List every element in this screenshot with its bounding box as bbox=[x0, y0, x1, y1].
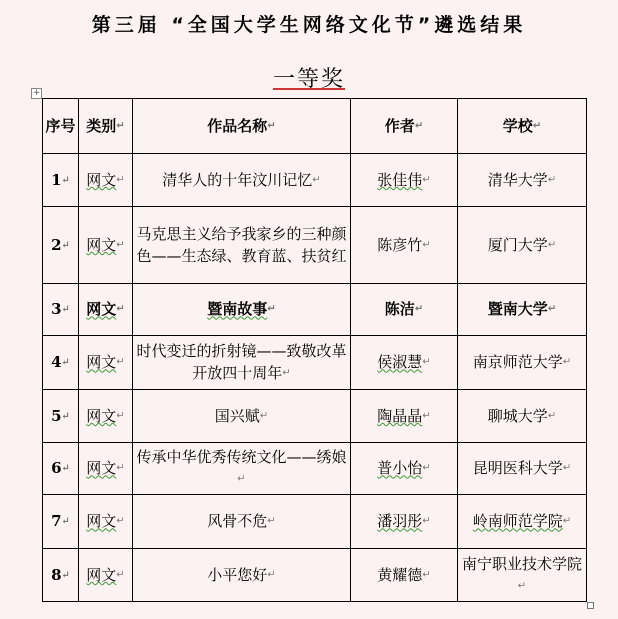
table-row bbox=[43, 495, 587, 549]
cell-no: 4↵ bbox=[43, 336, 79, 390]
cell-work: 国兴赋↵ bbox=[133, 390, 351, 443]
cell-work: 小平您好↵ bbox=[133, 549, 351, 602]
table-row bbox=[43, 336, 587, 390]
cell-no: 7↵ bbox=[43, 495, 79, 549]
header-no: 序号 bbox=[43, 99, 79, 154]
cell-work: 时代变迁的折射镜——致敬改革开放四十周年↵ bbox=[133, 336, 351, 390]
header-school: 学校↵ bbox=[458, 99, 587, 154]
cell-work: 风骨不危↵ bbox=[133, 495, 351, 549]
cell-category: 网文↵ bbox=[79, 154, 133, 207]
cell-no: 6↵ bbox=[43, 443, 79, 495]
table-row bbox=[43, 549, 587, 602]
table-row bbox=[43, 207, 587, 284]
cell-category: 网文↵ bbox=[79, 284, 133, 336]
table-row bbox=[43, 154, 587, 207]
cell-author: 黄耀德↵ bbox=[351, 549, 458, 602]
cell-school: 清华大学↵ bbox=[458, 154, 587, 207]
cell-no: 8↵ bbox=[43, 549, 79, 602]
cell-author: 陶晶晶↵ bbox=[351, 390, 458, 443]
table-row bbox=[43, 390, 587, 443]
cell-no: 5↵ bbox=[43, 390, 79, 443]
cell-no: 2↵ bbox=[43, 207, 79, 284]
table-header-row bbox=[43, 99, 587, 154]
cell-author: 张佳伟↵ bbox=[351, 154, 458, 207]
header-work: 作品名称↵ bbox=[133, 99, 351, 154]
cell-category: 网文↵ bbox=[79, 549, 133, 602]
cell-school: 昆明医科大学↵ bbox=[458, 443, 587, 495]
cell-school: 南京师范大学↵ bbox=[458, 336, 587, 390]
cell-work: 暨南故事↵ bbox=[133, 284, 351, 336]
cell-category: 网文↵ bbox=[79, 336, 133, 390]
cell-school: 厦门大学↵ bbox=[458, 207, 587, 284]
table-row bbox=[43, 443, 587, 495]
table-row bbox=[43, 284, 587, 336]
cell-category: 网文↵ bbox=[79, 207, 133, 284]
cell-work: 清华人的十年汶川记忆↵ bbox=[133, 154, 351, 207]
cell-school: 南宁职业技术学院↵ bbox=[458, 549, 587, 602]
cell-no: 3↵ bbox=[43, 284, 79, 336]
cell-category: 网文↵ bbox=[79, 495, 133, 549]
cell-category: 网文↵ bbox=[79, 443, 133, 495]
award-level-heading: 一等奖 bbox=[272, 67, 345, 92]
header-author: 作者↵ bbox=[351, 99, 458, 154]
results-table bbox=[42, 98, 587, 602]
cell-school: 岭南师范学院↵ bbox=[458, 495, 587, 549]
cell-work: 马克思主义给予我家乡的三种颜色——生态绿、教育蓝、扶贫红 bbox=[133, 207, 351, 284]
table-move-handle-icon[interactable]: + bbox=[32, 88, 41, 98]
table-resize-handle[interactable] bbox=[587, 602, 594, 609]
cell-author: 潘羽彤↵ bbox=[351, 495, 458, 549]
cell-author: 侯淑慧↵ bbox=[351, 336, 458, 390]
cell-work: 传承中华优秀传统文化——绣娘↵ bbox=[133, 443, 351, 495]
cell-author: 普小怡↵ bbox=[351, 443, 458, 495]
header-category: 类别↵ bbox=[79, 99, 133, 154]
cell-author: 陈洁↵ bbox=[351, 284, 458, 336]
cell-category: 网文↵ bbox=[79, 390, 133, 443]
cell-school: 聊城大学↵ bbox=[458, 390, 587, 443]
page-title: 第三届 “全国大学生网络文化节”遴选结果 bbox=[91, 14, 527, 36]
cell-school: 暨南大学↵ bbox=[458, 284, 587, 336]
cell-no: 1↵ bbox=[43, 154, 79, 207]
cell-author: 陈彦竹↵ bbox=[351, 207, 458, 284]
